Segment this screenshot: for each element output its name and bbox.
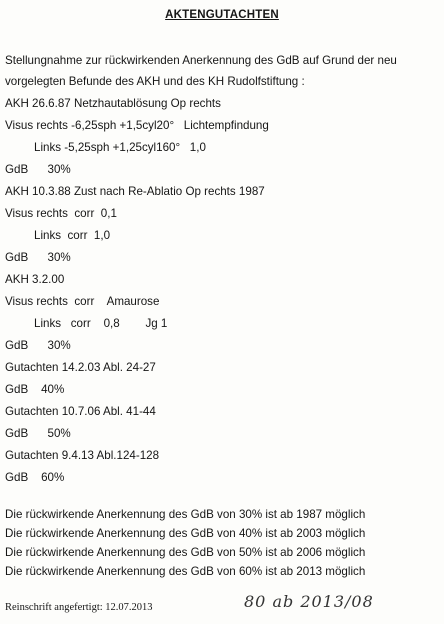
entry-line: Links corr 1,0 <box>34 229 111 242</box>
entry-line: GdB 30% <box>5 339 71 352</box>
intro-line-2: vorgelegten Befunde des AKH und des KH Rudolfstiftung : <box>5 75 305 88</box>
conclusion-line: Die rückwirkende Anerkennung des GdB von 60% ist ab 2013 möglich <box>5 565 366 578</box>
transcript-date: Reinschrift angefertigt: 12.07.2013 <box>5 602 153 613</box>
entry-line: GdB 40% <box>5 383 65 396</box>
document-title: AKTENGUTACHTEN <box>165 9 279 21</box>
entry-line: Gutachten 10.7.06 Abl. 41-44 <box>5 405 156 418</box>
conclusion-line: Die rückwirkende Anerkennung des GdB von 50% ist ab 2006 möglich <box>5 546 366 559</box>
entry-line: Visus rechts corr Amaurose <box>5 295 160 308</box>
conclusion-line: Die rückwirkende Anerkennung des GdB von 30% ist ab 1987 möglich <box>5 508 366 521</box>
entry-line: GdB 30% <box>5 163 71 176</box>
entry-line: Visus rechts corr 0,1 <box>5 207 117 220</box>
entry-line: AKH 3.2.00 <box>5 273 65 286</box>
entry-line: GdB 50% <box>5 427 71 440</box>
entry-line: AKH 26.6.87 Netzhautablösung Op rechts <box>5 97 221 110</box>
entry-line: GdB 30% <box>5 251 71 264</box>
entry-line: Gutachten 14.2.03 Abl. 24-27 <box>5 361 156 374</box>
handwritten-note: 80 ab 2013/08 <box>244 592 374 611</box>
conclusion-line: Die rückwirkende Anerkennung des GdB von 40% ist ab 2003 möglich <box>5 527 366 540</box>
entry-line: Gutachten 9.4.13 Abl.124-128 <box>5 449 160 462</box>
conclusions <box>5 505 441 581</box>
entry-line: Links -5,25sph +1,25cyl160° 1,0 <box>34 141 206 154</box>
intro-paragraph <box>5 50 441 92</box>
entry-line: GdB 60% <box>5 471 65 484</box>
entry-line: Visus rechts -6,25sph +1,5cyl20° Lichtempfindung <box>5 119 269 132</box>
entry-line: AKH 10.3.88 Zust nach Re-Ablatio Op rechts 1987 <box>5 185 265 198</box>
intro-line-1: Stellungnahme zur rückwirkenden Anerkennung des GdB auf Grund der neu <box>5 54 397 67</box>
entry-line: Links corr 0,8 Jg 1 <box>34 317 168 330</box>
